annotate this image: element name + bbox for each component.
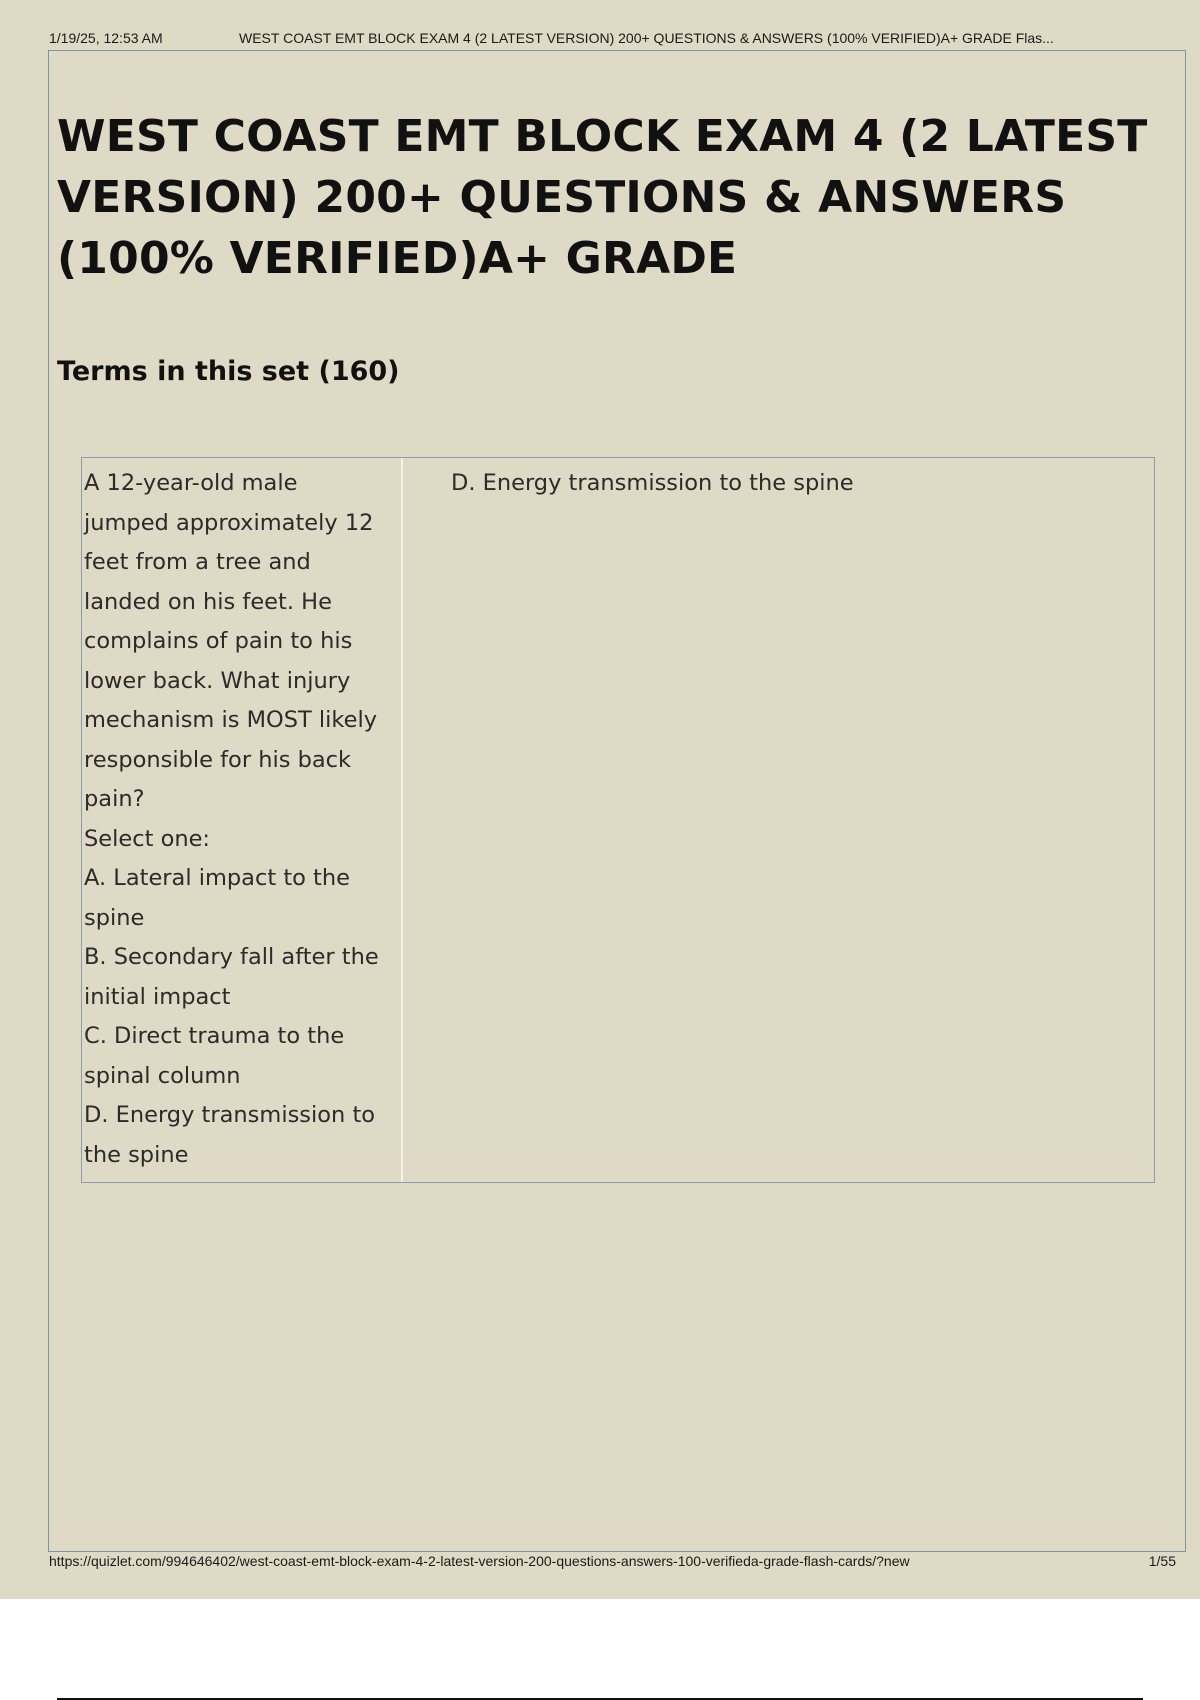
term-question: A 12-year-old male jumped approximately 12 feet from a tree and landed on his feet. He complains of pain to his lower back. What injury mechanism is MOST likely responsible for his back pain? Select one: A. Lateral impact to the spine B. Secondary fall after the initial impact C. Direct trauma to the spinal column D. Energy transmission to the spine	[84, 470, 379, 1168]
print-footer-url[interactable]: https://quizlet.com/994646402/west-coast-emt-block-exam-4-2-latest-version-200-questions-answers-100-verifieda-grade-flash-cards/?new	[49, 1553, 910, 1569]
terms-count-heading: Terms in this set (160)	[57, 356, 400, 387]
print-header-datetime: 1/19/25, 12:53 AM	[49, 30, 163, 46]
print-footer-page-number: 1/55	[1148, 1553, 1176, 1569]
print-header-title: WEST COAST EMT BLOCK EXAM 4 (2 LATEST VERSION) 200+ QUESTIONS & ANSWERS (100% VERIFIED)A+ GRADE Flas...	[239, 30, 1054, 46]
term-card	[81, 457, 1155, 1183]
document-title: WEST COAST EMT BLOCK EXAM 4 (2 LATEST VERSION) 200+ QUESTIONS & ANSWERS (100% VERIFIED)A+ GRADE	[57, 111, 1148, 284]
term-answer: D. Energy transmission to the spine	[451, 470, 854, 496]
term-divider	[401, 458, 403, 1182]
